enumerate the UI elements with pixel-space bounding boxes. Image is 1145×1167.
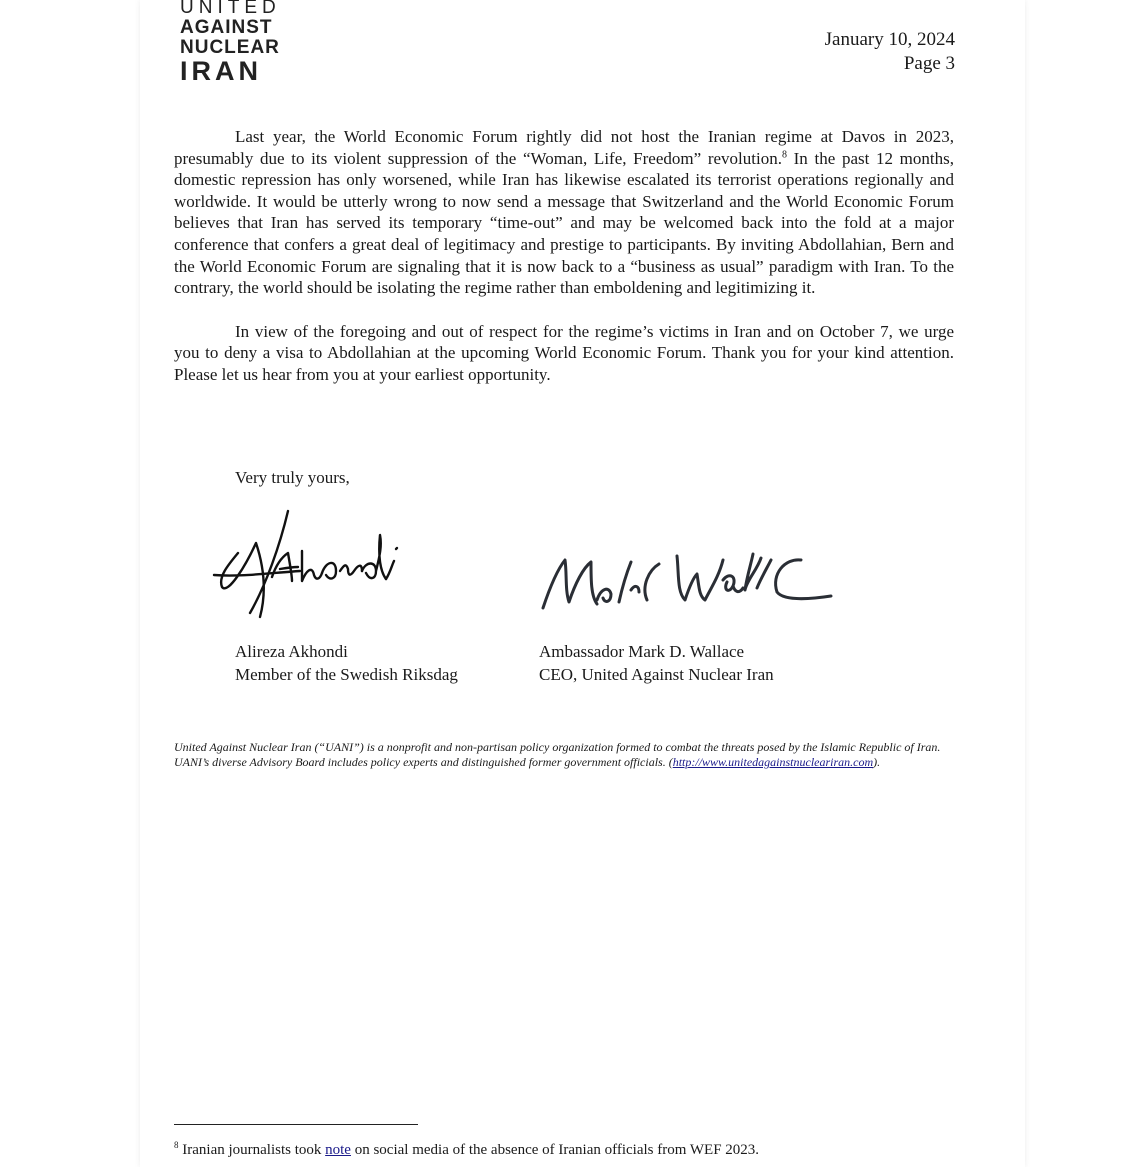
closing-salutation: Very truly yours, [235, 468, 350, 487]
footnote-ref: 8 [781, 148, 787, 160]
signature-wallace [535, 540, 835, 625]
letter-body [174, 126, 954, 408]
letter-date: January 10, 2024 [824, 29, 955, 50]
logo-line-united: UNITED [180, 0, 281, 18]
letter-header [825, 28, 955, 76]
signatory-name: Ambassador Mark D. Wallace [539, 642, 745, 661]
uani-website-link[interactable]: http://www.unitedagainstnucleariran.com [672, 755, 874, 769]
logo-line-against: AGAINST [180, 17, 273, 38]
signatory-wallace [539, 640, 774, 686]
signatory-title: CEO, United Against Nuclear Iran [539, 665, 774, 684]
footnote-text-b: on social media of the absence of Iranian officials from WEF 2023. [350, 1142, 760, 1158]
logo-line-nuclear: NUCLEAR [180, 37, 280, 58]
signature-akhondi [210, 505, 420, 625]
logo-line-iran: IRAN [180, 56, 262, 86]
footnote-8 [174, 1136, 759, 1159]
about-text: United Against Nuclear Iran (“UANI”) is a nonprofit and non-partisan policy organization formed to combat the threats posed by the Islamic Republic of Iran. UANI’s diverse Advisory Board includes policy experts and distinguished former government officials. ( [174, 740, 941, 769]
footnote-divider [174, 1124, 418, 1125]
page-number: Page 3 [903, 53, 955, 74]
signatory-akhondi [235, 640, 458, 686]
paragraph-1 [174, 126, 954, 299]
uani-about-note [174, 740, 954, 770]
uani-logo [180, 0, 281, 85]
footnote-note-link[interactable]: note [325, 1142, 351, 1158]
paragraph-1-part-a: Last year, the World Economic Forum rightly did not host the Iranian regime at Davos in 2023, presumably due to its violent suppression of the “Woman, Life, Freedom” revolution. [174, 127, 954, 168]
about-end: ). [873, 755, 881, 769]
paragraph-2: In view of the foregoing and out of respect for the regime’s victims in Iran and on October 7, we urge you to deny a visa to Abdollahian at the upcoming World Economic Forum. Thank you for your kind attention. Please let us hear from you at your earliest opportunity. [174, 321, 954, 384]
signatory-name: Alireza Akhondi [235, 642, 348, 661]
signatory-title: Member of the Swedish Riksdag [235, 665, 458, 684]
footnote-number: 8 [174, 1140, 179, 1150]
footnote-text-a: Iranian journalists took [178, 1142, 326, 1158]
paragraph-1-part-b: In the past 12 months, domestic repression has only worsened, while Iran has likewise escalated its terrorist operations regionally and worldwide. It would be utterly wrong to now send a message that Switzerland and the World Economic Forum believes that Iran has served its temporary “time-out” and may be welcomed back into the fold at a major conference that confers a great deal of legitimacy and prestige to participants. By inviting Abdollahian, Bern and the World Economic Forum are signaling that it is now back to a “business as usual” paradigm with Iran. To the contrary, the world should be isolating the regime rather than emboldening and legitimizing it. [174, 148, 954, 298]
